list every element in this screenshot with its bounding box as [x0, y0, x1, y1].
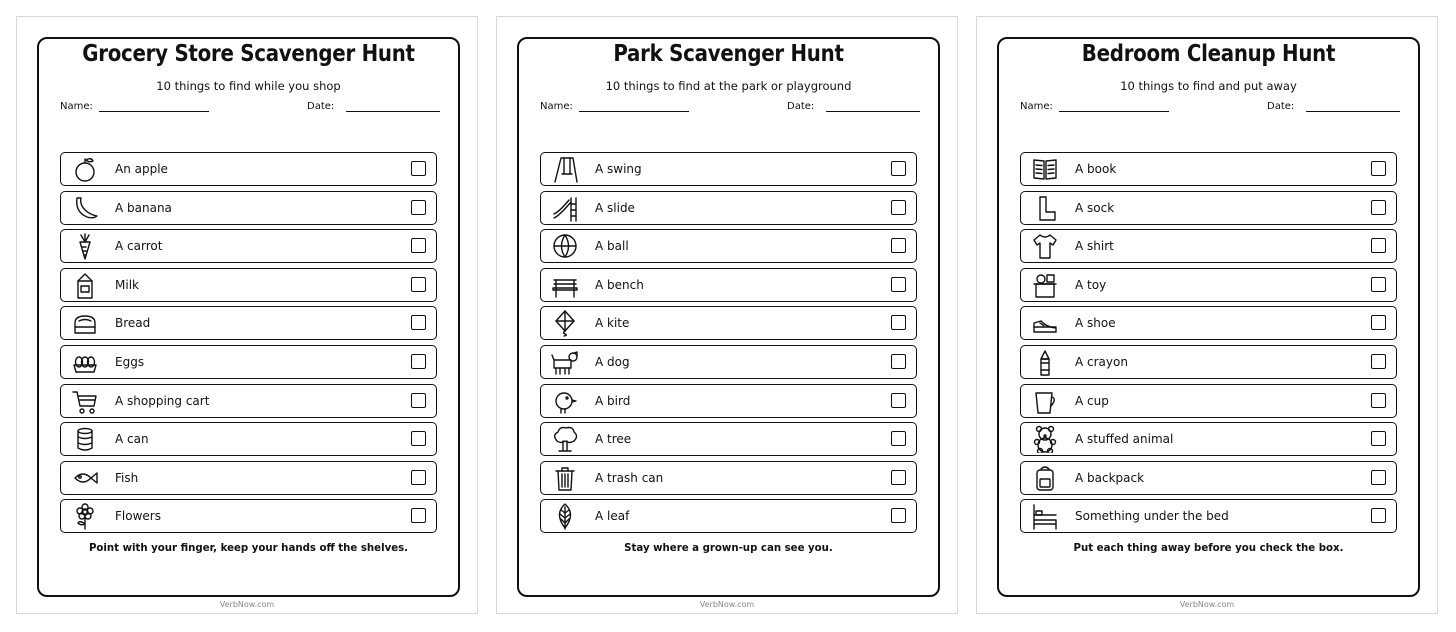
ball-icon — [551, 232, 579, 260]
name-label: Name: — [60, 101, 93, 112]
item-checkbox[interactable] — [411, 470, 426, 485]
item-label: A kite — [595, 316, 630, 331]
item-label: A shoe — [1075, 316, 1116, 331]
sock-icon — [1031, 194, 1059, 222]
checklist-item — [60, 191, 437, 225]
item-checkbox[interactable] — [1371, 315, 1386, 330]
item-checkbox[interactable] — [891, 315, 906, 330]
item-checkbox[interactable] — [891, 161, 906, 176]
bed-icon — [1031, 502, 1059, 530]
tree-icon — [551, 425, 579, 453]
name-line[interactable] — [99, 101, 209, 112]
item-checkbox[interactable] — [411, 277, 426, 292]
item-checkbox[interactable] — [411, 393, 426, 408]
item-checkbox[interactable] — [891, 277, 906, 292]
name-field — [60, 101, 209, 112]
item-checkbox[interactable] — [891, 393, 906, 408]
item-checkbox[interactable] — [891, 508, 906, 523]
item-label: A trash can — [595, 470, 664, 485]
milk-carton-icon — [71, 271, 99, 299]
teddy-bear-icon — [1031, 425, 1059, 453]
shopping-cart-icon — [71, 387, 99, 415]
item-label: A leaf — [595, 509, 630, 524]
worksheet-subtitle: 10 things to find at the park or playground — [605, 79, 852, 93]
item-checkbox[interactable] — [1371, 470, 1386, 485]
item-label: A bird — [595, 393, 631, 408]
worksheet-footnote: Point with your finger, keep your hands off the shelves. — [88, 543, 409, 554]
trash-can-icon — [551, 464, 579, 492]
checklist-item — [1020, 229, 1397, 263]
checklist-item — [540, 422, 917, 456]
name-line[interactable] — [1059, 101, 1169, 112]
item-label: A dog — [595, 354, 630, 369]
item-checkbox[interactable] — [1371, 354, 1386, 369]
date-line[interactable] — [1306, 101, 1400, 112]
date-label: Date: — [307, 101, 335, 112]
item-checkbox[interactable] — [411, 431, 426, 446]
item-label: A cup — [1075, 393, 1109, 408]
worksheet-footnote: Stay where a grown-up can see you. — [624, 543, 833, 554]
checklist-item — [60, 384, 437, 418]
checklist-item — [540, 191, 917, 225]
slide-icon — [551, 194, 579, 222]
item-checkbox[interactable] — [1371, 238, 1386, 253]
item-checkbox[interactable] — [1371, 277, 1386, 292]
shirt-icon — [1031, 232, 1059, 260]
item-checkbox[interactable] — [411, 315, 426, 330]
name-field — [540, 101, 689, 112]
item-label: A ball — [595, 239, 629, 254]
date-field — [787, 101, 920, 112]
checklist-item — [1020, 306, 1397, 340]
checklist — [60, 152, 437, 538]
checklist-item — [1020, 461, 1397, 495]
checklist-item — [60, 461, 437, 495]
checklist-item — [60, 268, 437, 302]
name-line[interactable] — [579, 101, 689, 112]
dog-icon — [551, 348, 579, 376]
worksheet-border — [997, 37, 1420, 597]
name-label: Name: — [1020, 101, 1053, 112]
bread-icon — [71, 309, 99, 337]
checklist-item — [540, 268, 917, 302]
book-icon — [1031, 155, 1059, 183]
checklist-item — [1020, 152, 1397, 186]
checklist-item — [1020, 422, 1397, 456]
item-label: A stuffed animal — [1075, 432, 1174, 447]
checklist — [540, 152, 917, 538]
checklist-item — [1020, 499, 1397, 533]
worksheet-subtitle: 10 things to find and put away — [1120, 79, 1297, 93]
checklist-item — [60, 306, 437, 340]
item-label: A sock — [1075, 200, 1115, 215]
date-line[interactable] — [826, 101, 920, 112]
worksheet-park — [496, 16, 958, 614]
item-checkbox[interactable] — [1371, 508, 1386, 523]
checklist-item — [60, 345, 437, 379]
worksheet-title: Bedroom Cleanup Hunt — [1081, 41, 1336, 67]
checklist — [1020, 152, 1397, 538]
item-checkbox[interactable] — [891, 354, 906, 369]
item-checkbox[interactable] — [1371, 161, 1386, 176]
checklist-item — [60, 229, 437, 263]
item-label: A crayon — [1075, 354, 1128, 369]
flower-icon — [71, 502, 99, 530]
item-checkbox[interactable] — [891, 470, 906, 485]
item-checkbox[interactable] — [411, 508, 426, 523]
item-label: A shirt — [1075, 239, 1114, 254]
checklist-item — [60, 499, 437, 533]
site-credit: VerbNow.com — [219, 600, 275, 609]
carrot-icon — [71, 232, 99, 260]
item-label: A book — [1075, 162, 1117, 176]
checklist-item — [1020, 268, 1397, 302]
item-checkbox[interactable] — [1371, 393, 1386, 408]
shoe-icon — [1031, 309, 1059, 337]
item-checkbox[interactable] — [891, 200, 906, 215]
item-checkbox[interactable] — [891, 431, 906, 446]
item-label: A toy — [1075, 277, 1107, 292]
name-field — [1020, 101, 1169, 112]
banana-icon — [71, 194, 99, 222]
checklist-item — [540, 384, 917, 418]
checklist-item — [60, 422, 437, 456]
date-field — [1267, 101, 1400, 112]
bird-icon — [551, 387, 579, 415]
checklist-item — [540, 461, 917, 495]
date-label: Date: — [787, 101, 815, 112]
item-label: A banana — [115, 200, 172, 215]
item-label: Flowers — [115, 509, 161, 524]
item-label: Milk — [115, 277, 139, 292]
checklist-item — [1020, 384, 1397, 418]
backpack-icon — [1031, 464, 1059, 492]
worksheet-title: Park Scavenger Hunt — [613, 41, 844, 67]
leaf-icon — [551, 502, 579, 530]
eggs-icon — [71, 348, 99, 376]
item-checkbox[interactable] — [411, 200, 426, 215]
date-line[interactable] — [346, 101, 440, 112]
checklist-item — [60, 152, 437, 186]
item-checkbox[interactable] — [411, 354, 426, 369]
item-label: A bench — [595, 277, 644, 292]
item-label: Something under the bed — [1075, 509, 1229, 524]
item-label: A carrot — [115, 239, 163, 254]
site-credit: VerbNow.com — [699, 600, 755, 609]
cup-icon — [1031, 387, 1059, 415]
worksheet-border — [37, 37, 460, 597]
worksheet-grocery — [16, 16, 478, 614]
date-field — [307, 101, 440, 112]
item-checkbox[interactable] — [891, 238, 906, 253]
checklist-item — [540, 306, 917, 340]
item-label: A shopping cart — [115, 393, 210, 408]
swing-icon — [551, 155, 579, 183]
checklist-item — [540, 152, 917, 186]
item-label: A can — [115, 432, 149, 447]
checklist-item — [1020, 191, 1397, 225]
apple-icon — [71, 155, 99, 183]
item-label: Bread — [115, 316, 151, 331]
item-checkbox[interactable] — [411, 161, 426, 176]
item-checkbox[interactable] — [1371, 200, 1386, 215]
can-icon — [71, 425, 99, 453]
toy-box-icon — [1031, 271, 1059, 299]
worksheet-subtitle: 10 things to find while you shop — [156, 79, 341, 93]
checklist-item — [540, 345, 917, 379]
kite-icon — [551, 309, 579, 337]
checklist-item — [540, 499, 917, 533]
worksheet-title: Grocery Store Scavenger Hunt — [82, 41, 415, 67]
item-checkbox[interactable] — [1371, 431, 1386, 446]
item-label: A tree — [595, 432, 632, 447]
fish-icon — [71, 464, 99, 492]
item-label: Fish — [115, 470, 139, 485]
item-label: A backpack — [1075, 470, 1145, 485]
crayon-icon — [1031, 348, 1059, 376]
item-label: Eggs — [115, 354, 145, 369]
worksheet-footnote: Put each thing away before you check the box. — [1073, 543, 1344, 554]
item-label: A swing — [595, 162, 642, 176]
item-label: A slide — [595, 200, 635, 215]
site-credit: VerbNow.com — [1179, 600, 1235, 609]
name-label: Name: — [540, 101, 573, 112]
date-label: Date: — [1267, 101, 1295, 112]
worksheet-bedroom — [976, 16, 1438, 614]
item-label: An apple — [115, 162, 168, 176]
checklist-item — [1020, 345, 1397, 379]
worksheet-border — [517, 37, 940, 597]
item-checkbox[interactable] — [411, 238, 426, 253]
bench-icon — [551, 271, 579, 299]
checklist-item — [540, 229, 917, 263]
